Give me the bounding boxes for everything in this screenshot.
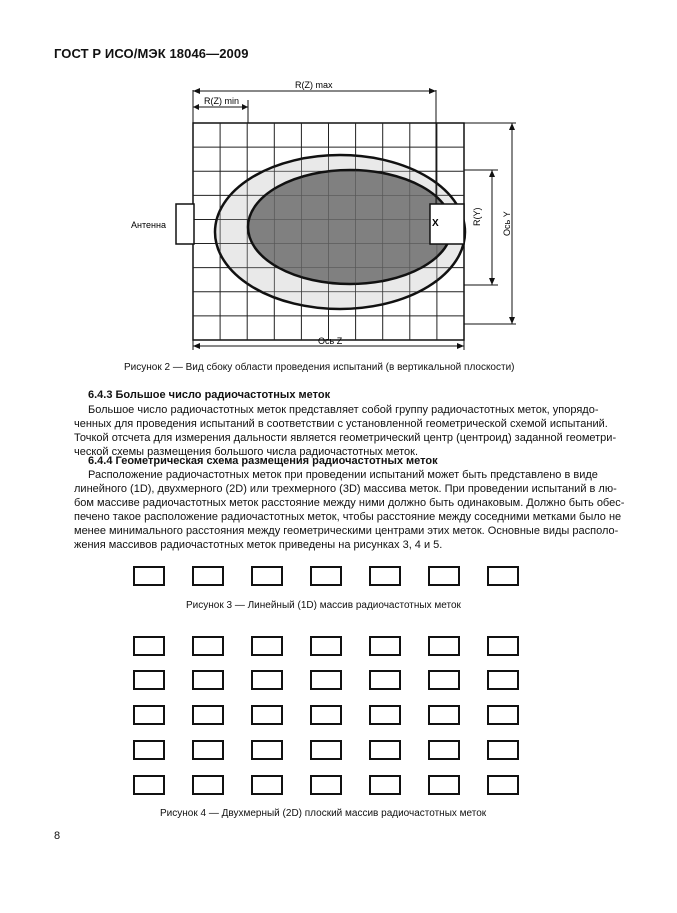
rfid-tag [251,740,283,760]
rfid-tag [192,705,224,725]
rfid-tag [369,705,401,725]
paragraph-line: ческой схемы размещения большого числа радиочастотных меток. [74,446,419,458]
rfid-tag [133,566,165,586]
paragraph-line: печено такое расположение радиочастотных меток, чтобы расстояние между соседними метками было не [74,511,622,523]
rfid-tag [133,670,165,690]
figure-2-side-view-diagram [0,0,677,360]
rfid-tag [428,775,460,795]
rfid-tag [192,775,224,795]
figure-3-caption: Рисунок 3 — Линейный (1D) массив радиочастотных меток [186,600,461,611]
rfid-tag [251,705,283,725]
rfid-tag [251,566,283,586]
paragraph-line: менее минимального расстояния между геометрическими центрами этих меток. Основные виды располо- [74,525,619,537]
rfid-tag [428,670,460,690]
rfid-tag [310,636,342,656]
section-6-4-4-title: 6.4.4 Геометрическая схема размещения радиочастотных меток [88,455,438,467]
rfid-tag [133,705,165,725]
paragraph-line: Большое число радиочастотных меток представляет собой группу радиочастотных меток, упорядо- [88,404,599,416]
rfid-tag [369,566,401,586]
rzmin-label: R(Z) min [204,96,239,106]
rfid-tag [487,775,519,795]
paragraph-line: Расположение радиочастотных меток при проведении испытаний может быть представлено в виде [88,469,598,481]
rfid-tag [369,740,401,760]
page-number: 8 [54,830,61,842]
rfid-tag [369,636,401,656]
rfid-tag [251,636,283,656]
rfid-tag [428,740,460,760]
rfid-tag [310,740,342,760]
document-header: ГОСТ Р ИСО/МЭК 18046—2009 [54,46,249,61]
paragraph-line: жения массивов радиочастотных меток приведены на рисунках 3, 4 и 5. [74,539,443,551]
rfid-tag [192,566,224,586]
paragraph-line: ченных для проведения испытаний в соответствии с установленной геометрической схемой испытаний. [74,418,608,430]
rfid-tag [251,775,283,795]
rfid-tag [428,705,460,725]
rfid-tag [133,775,165,795]
rfid-tag [133,636,165,656]
rfid-tag [369,775,401,795]
ry-label: R(Y) [472,207,482,226]
rfid-tag [192,670,224,690]
rfid-tag [487,670,519,690]
rfid-tag [428,636,460,656]
rfid-tag [192,636,224,656]
rfid-tag [487,740,519,760]
rfid-tag [428,566,460,586]
rfid-tag [310,775,342,795]
antenna-box [176,204,194,244]
rfid-tag [192,740,224,760]
tag-x-label: X [432,218,439,229]
rfid-tag [310,566,342,586]
rfid-tag [310,705,342,725]
axis-z-label: Ось Z [318,336,343,346]
inner-zone-ellipse [248,170,452,284]
rfid-tag [133,740,165,760]
rfid-tag [487,705,519,725]
axis-y-label: Ось Y [502,211,512,236]
figure-2-caption: Рисунок 2 — Вид сбоку области проведения испытаний (в вертикальной плоскости) [124,362,515,373]
rfid-tag [487,636,519,656]
rfid-tag [310,670,342,690]
rfid-tag [251,670,283,690]
rfid-tag [487,566,519,586]
rzmax-label: R(Z) max [295,80,333,90]
paragraph-line: Точкой отсчета для измерения дальности является геометрический центр (центроид) заданной геометри- [74,432,617,444]
antenna-label: Антенна [131,220,166,230]
paragraph-line: линейного (1D), двухмерного (2D) или трехмерного (3D) массива меток. При проведении испытаний в лю- [74,483,617,495]
section-6-4-3-title: 6.4.3 Большое число радиочастотных меток [88,389,331,401]
paragraph-line: бом массиве радиочастотных меток расстояние между ними должно быть одинаковым. Должно быть обес- [74,497,625,509]
figure-4-caption: Рисунок 4 — Двухмерный (2D) плоский массив радиочастотных меток [160,808,487,819]
rfid-tag [369,670,401,690]
